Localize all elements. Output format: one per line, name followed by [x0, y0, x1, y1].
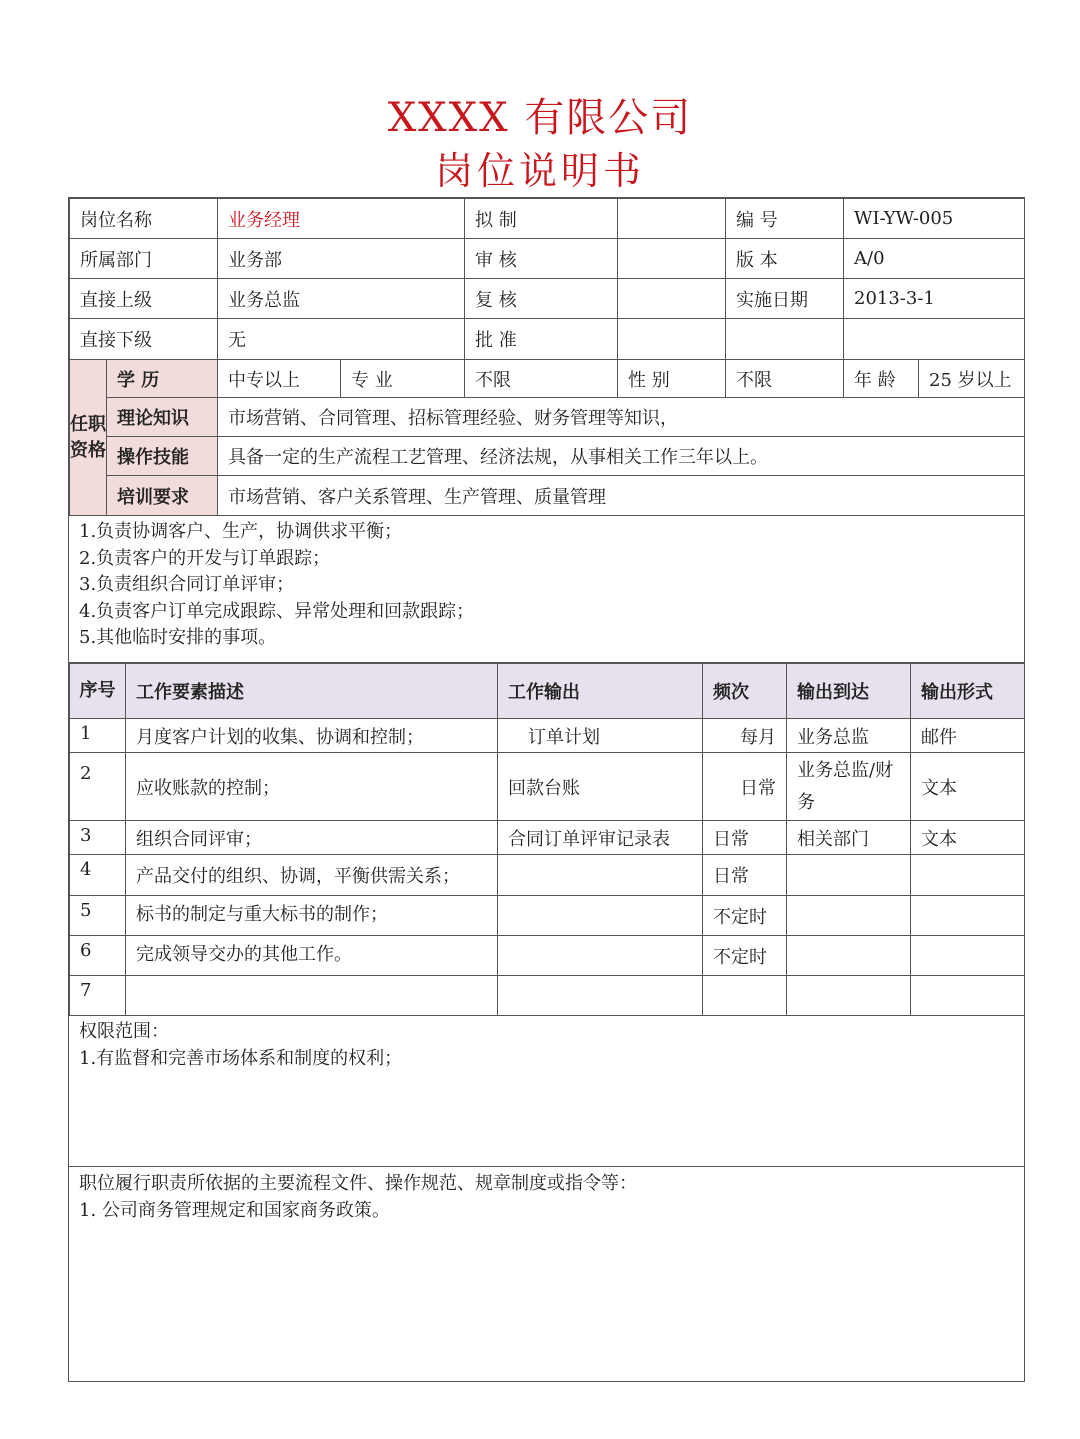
header-desc: 工作要素描述 [126, 664, 498, 719]
cell-output: 回款台账 [498, 753, 703, 821]
value-education: 中专以上 [218, 360, 341, 398]
value-recheck [618, 279, 726, 319]
value-approve [618, 319, 726, 360]
duties-list [69, 515, 1024, 663]
cell-form [911, 896, 1025, 936]
label-training: 培训要求 [107, 476, 218, 516]
cell-frequency: 不定时 [703, 896, 787, 936]
cell-output: 合同订单评审记录表 [498, 821, 703, 855]
duty-item: 3.负责组织合同订单评审； [79, 574, 295, 595]
cell-desc [126, 976, 498, 1016]
value-review [618, 239, 726, 279]
table-row [70, 855, 1025, 896]
value-age: 25 岁以上 [919, 360, 1025, 398]
value-training: 市场营销、客户关系管理、生产管理、质量管理 [218, 476, 1025, 516]
basis-item: 1. 公司商务管理规定和国家商务政策。 [79, 1199, 390, 1221]
label-theory: 理论知识 [107, 398, 218, 437]
duty-item: 2.负责客户的开发与订单跟踪； [79, 547, 331, 569]
label-skill: 操作技能 [107, 437, 218, 476]
value-superior: 业务总监 [218, 279, 465, 319]
value-major: 不限 [465, 360, 618, 398]
header-frequency: 频次 [703, 664, 787, 719]
value-code: WI-YW-005 [844, 199, 1025, 239]
duty-item: 5.其他临时安排的事项。 [79, 627, 277, 648]
cell-seq: 2 [70, 753, 126, 821]
cell-desc: 完成领导交办的其他工作。 [126, 936, 498, 976]
table-row [70, 719, 1025, 753]
label-code: 编 号 [726, 199, 844, 239]
document-title: 岗位说明书 [434, 149, 645, 193]
table-row [70, 753, 1025, 821]
cell-seq: 4 [70, 855, 126, 896]
header-form: 输出形式 [911, 664, 1025, 719]
cell-desc: 组织合同评审； [126, 821, 498, 855]
label-gender: 性 别 [618, 360, 726, 398]
value-skill: 具备一定的生产流程工艺管理、经济法规，从事相关工作三年以上。 [218, 437, 1025, 476]
value-draft [618, 199, 726, 239]
cell-destination: 业务总监 [787, 719, 911, 753]
label-approve: 批 准 [465, 319, 618, 360]
value-version: A/0 [844, 239, 1025, 279]
label-version: 版 本 [726, 239, 844, 279]
cell-destination [787, 936, 911, 976]
cell-form [911, 936, 1025, 976]
cell-form: 文本 [911, 821, 1025, 855]
label-superior: 直接上级 [70, 279, 218, 319]
cell-desc: 标书的制定与重大标书的制作； [126, 896, 498, 936]
cell-form [911, 976, 1025, 1016]
cell-desc: 产品交付的组织、协调，平衡供需关系； [126, 855, 498, 896]
header-destination: 输出到达 [787, 664, 911, 719]
table-row [70, 896, 1025, 936]
label-recheck: 复 核 [465, 279, 618, 319]
cell-form [911, 855, 1025, 896]
qualification-table [69, 359, 1025, 516]
label-draft: 拟 制 [465, 199, 618, 239]
empty-cell [844, 319, 1025, 360]
duty-item: 4.负责客户订单完成跟踪、异常处理和回款跟踪； [79, 600, 475, 622]
company-title: XXXX 有限公司 [387, 95, 693, 141]
empty-cell [726, 319, 844, 360]
label-effective-date: 实施日期 [726, 279, 844, 319]
label-major: 专 业 [341, 360, 465, 398]
cell-form: 文本 [911, 753, 1025, 821]
cell-output [498, 896, 703, 936]
cell-frequency: 日常 [703, 855, 787, 896]
cell-frequency: 日常 [703, 821, 787, 855]
duty-item: 1.负责协调客户、生产，协调供求平衡； [79, 521, 403, 542]
cell-frequency [703, 976, 787, 1016]
cell-seq: 3 [70, 821, 126, 855]
cell-destination [787, 896, 911, 936]
cell-destination [787, 855, 911, 896]
cell-output: 订单计划 [498, 719, 703, 753]
basis-heading: 职位履行职责所依据的主要流程文件、操作规范、规章制度或指令等： [79, 1173, 637, 1194]
header-seq: 序号 [70, 664, 126, 719]
cell-destination [787, 976, 911, 1016]
qualification-section-label: 任职资格 [70, 360, 107, 516]
authority-heading: 权限范围： [79, 1021, 169, 1042]
cell-output [498, 936, 703, 976]
table-row [70, 976, 1025, 1016]
authority-item: 1.有监督和完善市场体系和制度的权利； [79, 1047, 403, 1069]
cell-frequency: 每月 [703, 719, 787, 753]
label-position-name: 岗位名称 [70, 199, 218, 239]
value-theory: 市场营销、合同管理、招标管理经验、财务管理等知识， [218, 398, 1025, 437]
cell-destination: 业务总监/财务 [787, 753, 911, 821]
cell-frequency: 日常 [703, 753, 787, 821]
table-row [70, 936, 1025, 976]
value-subordinate: 无 [218, 319, 465, 360]
cell-output [498, 976, 703, 1016]
value-position-name: 业务经理 [218, 199, 465, 239]
table-row [70, 821, 1025, 855]
header-output: 工作输出 [498, 664, 703, 719]
label-subordinate: 直接下级 [70, 319, 218, 360]
authority-section [69, 1015, 1024, 1167]
cell-seq: 7 [70, 976, 126, 1016]
info-table [69, 198, 1025, 360]
cell-frequency: 不定时 [703, 936, 787, 976]
cell-desc: 月度客户计划的收集、协调和控制； [126, 719, 498, 753]
cell-desc: 应收账款的控制； [126, 753, 498, 821]
value-department: 业务部 [218, 239, 465, 279]
label-department: 所属部门 [70, 239, 218, 279]
value-gender: 不限 [726, 360, 844, 398]
cell-form: 邮件 [911, 719, 1025, 753]
cell-destination: 相关部门 [787, 821, 911, 855]
label-education: 学 历 [107, 360, 218, 398]
cell-seq: 6 [70, 936, 126, 976]
work-elements-table [69, 663, 1025, 1016]
value-effective-date: 2013-3-1 [844, 279, 1025, 319]
label-age: 年 龄 [844, 360, 919, 398]
cell-seq: 5 [70, 896, 126, 936]
cell-output [498, 855, 703, 896]
label-review: 审 核 [465, 239, 618, 279]
basis-section [69, 1167, 1024, 1381]
cell-seq: 1 [70, 719, 126, 753]
